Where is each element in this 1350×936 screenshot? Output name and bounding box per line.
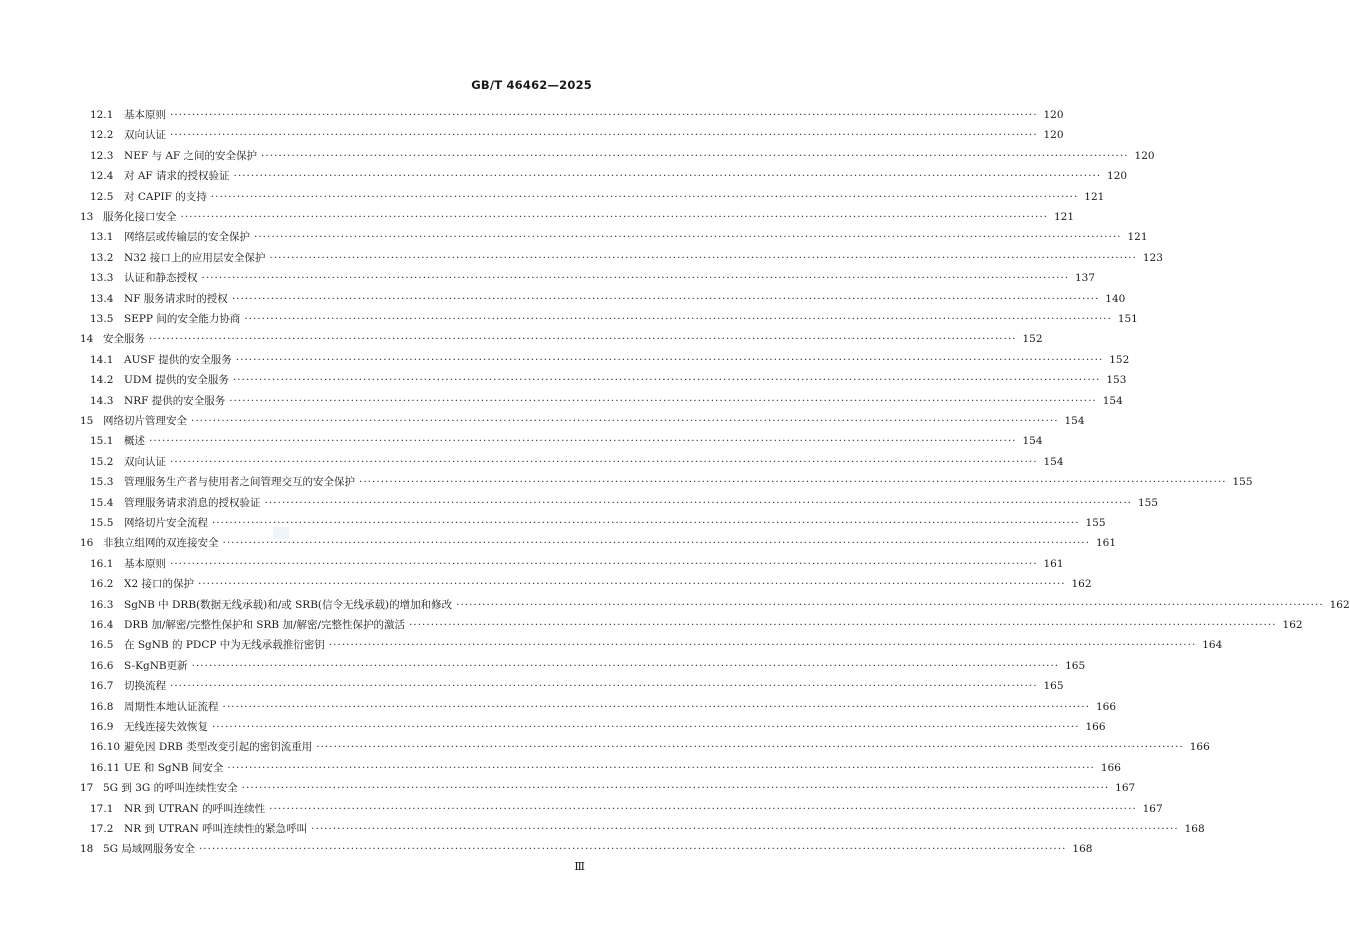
toc-entry[interactable] — [0, 331, 1043, 347]
toc-entry[interactable] — [0, 535, 1117, 551]
toc-entry-number: 17.2 — [90, 823, 114, 835]
toc-entry[interactable] — [0, 821, 1205, 837]
toc-entry-title: 在 SgNB 的 PDCP 中为无线承载推衍密钥 — [124, 639, 325, 652]
toc-dot-leader: ········································································································································································································ — [212, 721, 1080, 733]
toc-entry[interactable] — [0, 801, 1163, 817]
toc-entry[interactable] — [0, 454, 1064, 470]
toc-entry-number: 15.4 — [90, 496, 114, 509]
toc-entry[interactable] — [0, 576, 1092, 592]
toc-dot-leader: ········································································································································································································ — [210, 190, 1079, 203]
toc-entry-title: 网络层或传输层的安全保护 — [124, 231, 250, 244]
toc-entry-page: 152 — [1022, 333, 1043, 346]
toc-dot-leader: ········································································································································································································ — [222, 700, 1091, 713]
toc-entry-page: 162 — [1282, 619, 1303, 631]
toc-entry-number: 15 — [80, 415, 94, 427]
toc-dot-leader: ········································································································································································································ — [328, 639, 1197, 652]
toc-entry-title: 概述 — [124, 435, 145, 448]
toc-dot-leader: ········································································································································································································ — [170, 557, 1038, 570]
toc-entry-number: 13.1 — [90, 231, 114, 244]
toc-entry[interactable] — [0, 699, 1117, 715]
toc-entry[interactable] — [0, 352, 1130, 368]
toc-entry-page: 121 — [1084, 190, 1105, 203]
toc-dot-leader: ········································································································································································································ — [231, 292, 1100, 305]
toc-dot-leader: ········································································································································································································ — [261, 149, 1129, 162]
toc-dot-leader: ········································································································································································································ — [229, 394, 1097, 407]
toc-entry[interactable] — [0, 556, 1064, 572]
toc-entry-page: 166 — [1189, 741, 1210, 754]
toc-entry-page: 165 — [1043, 680, 1064, 693]
toc-entry-number: 16.8 — [90, 700, 114, 713]
toc-dot-leader: ········································································································································································································ — [316, 741, 1184, 754]
toc-entry[interactable] — [0, 311, 1138, 327]
toc-entry-page: 167 — [1115, 782, 1136, 795]
toc-entry-title: 基本原则 — [124, 557, 166, 570]
toc-entry-number: 15.5 — [90, 517, 114, 529]
toc-entry-page: 161 — [1095, 537, 1117, 550]
toc-entry-title: NRF 提供的安全服务 — [124, 394, 226, 407]
toc-dot-leader: ········································································································································································································ — [227, 761, 1095, 774]
toc-dot-leader: ········································································································································································································ — [149, 435, 1017, 448]
toc-entry[interactable] — [0, 495, 1159, 511]
toc-entry-number: 18 — [80, 843, 94, 856]
toc-entry-number: 14 — [80, 333, 94, 346]
toc-entry-title: 双向认证 — [124, 129, 166, 142]
toc-entry[interactable] — [0, 372, 1127, 388]
toc-entry-number: 17 — [80, 782, 94, 795]
toc-dot-leader: ········································································································································································································ — [191, 415, 1059, 427]
toc-entry[interactable] — [0, 189, 1105, 205]
toc-entry-page: 153 — [1106, 374, 1127, 387]
toc-entry-number: 13.4 — [90, 292, 114, 305]
toc-entry-page: 120 — [1043, 129, 1064, 142]
toc-dot-leader: ········································································································································································································ — [269, 802, 1137, 815]
toc-entry-number: 16.6 — [90, 659, 114, 672]
toc-entry-title: SgNB 中 DRB(数据无线承载)和/或 SRB(信令无线承载)的增加和修改 — [124, 598, 453, 611]
toc-entry-title: 网络切片管理安全 — [103, 415, 187, 427]
toc-entry-number: 12.4 — [90, 170, 114, 183]
toc-entry[interactable] — [0, 780, 1136, 796]
toc-entry-page: 166 — [1095, 700, 1117, 713]
toc-entry-number: 16.1 — [90, 557, 114, 570]
toc-entry-page: 154 — [1043, 455, 1064, 468]
toc-entry-title: AUSF 提供的安全服务 — [124, 353, 232, 366]
toc-entry[interactable] — [0, 719, 1106, 735]
toc-entry-title: 管理服务生产者与使用者之间管理交互的安全保护 — [124, 476, 355, 489]
toc-entry-number: 14.1 — [90, 353, 114, 366]
toc-entry-page: 152 — [1109, 353, 1130, 366]
toc-entry-title: N32 接口上的应用层安全保护 — [124, 251, 266, 264]
toc-dot-leader: ········································································································································································································ — [212, 517, 1080, 529]
toc-entry-title: S-KgNB更新 — [124, 659, 188, 672]
toc-entry-page: 120 — [1134, 149, 1155, 162]
page-number-roman: Ⅲ — [574, 860, 584, 873]
toc-entry-title: NR 到 UTRAN 的呼叫连续性 — [124, 802, 266, 815]
toc-entry[interactable] — [0, 515, 1106, 531]
toc-entry-page: 166 — [1085, 721, 1106, 733]
toc-entry-page: 155 — [1085, 517, 1106, 529]
toc-entry-title: DRB 加/解密/完整性保护和 SRB 加/解密/完整性保护的激活 — [124, 619, 406, 631]
toc-entry[interactable] — [0, 148, 1155, 164]
toc-entry-page: 120 — [1043, 109, 1064, 121]
toc-entry-page: 121 — [1127, 231, 1148, 244]
toc-entry-page: 140 — [1105, 292, 1126, 305]
toc-entry[interactable] — [0, 270, 1096, 286]
toc-entry-page: 167 — [1142, 802, 1163, 815]
toc-entry-page: 154 — [1064, 415, 1085, 427]
toc-entry-number: 12.3 — [90, 149, 114, 162]
toc-entry-title: 认证和静态授权 — [124, 272, 198, 285]
toc-dot-leader: ········································································································································································································ — [311, 823, 1179, 835]
toc-entry-number: 16.11 — [90, 761, 121, 774]
toc-dot-leader: ········································································································································································································ — [170, 129, 1038, 142]
toc-entry-number: 14.3 — [90, 394, 114, 407]
toc-entry-page: 120 — [1107, 170, 1128, 183]
toc-dot-leader: ········································································································································································································ — [254, 231, 1122, 244]
toc-dot-leader: ········································································································································································································ — [198, 843, 1067, 856]
toc-entry-page: 162 — [1071, 578, 1092, 591]
toc-entry[interactable] — [0, 433, 1043, 449]
toc-entry-page: 137 — [1074, 272, 1096, 285]
toc-entry-number: 16.3 — [90, 598, 114, 611]
toc-entry[interactable] — [0, 637, 1223, 653]
toc-entry-number: 16.9 — [90, 721, 114, 733]
toc-entry[interactable] — [0, 658, 1086, 674]
toc-entry-title: 服务化接口安全 — [103, 211, 177, 223]
toc-entry-title: 对 AF 请求的授权验证 — [124, 170, 230, 183]
toc-entry[interactable] — [0, 739, 1210, 755]
toc-entry-page: 123 — [1142, 251, 1163, 264]
toc-entry-title: 基本原则 — [124, 109, 166, 121]
toc-dot-leader: ········································································································································································································ — [409, 619, 1277, 631]
toc-entry[interactable] — [0, 841, 1093, 857]
toc-dot-leader: ········································································································································································································ — [244, 313, 1112, 325]
toc-entry-page: 161 — [1043, 557, 1064, 570]
toc-entry-title: NEF 与 AF 之间的安全保护 — [124, 149, 258, 162]
toc-dot-leader: ········································································································································································································ — [264, 496, 1133, 509]
toc-dot-leader: ········································································································································································································ — [269, 251, 1137, 264]
toc-entry-page: 168 — [1072, 843, 1093, 856]
toc-entry-page: 162 — [1329, 598, 1350, 611]
toc-entry-title: SEPP 间的安全能力协商 — [124, 313, 241, 325]
toc-entry-number: 13.3 — [90, 272, 114, 285]
toc-entry-number: 16.5 — [90, 639, 114, 652]
toc-dot-leader: ········································································································································································································ — [180, 211, 1049, 223]
toc-entry-title: 管理服务请求消息的授权验证 — [124, 496, 261, 509]
toc-entry[interactable] — [0, 678, 1064, 694]
toc-entry-title: 无线连接失效恢复 — [124, 721, 208, 733]
toc-entry-page: 166 — [1100, 761, 1121, 774]
toc-entry-number: 13 — [80, 211, 94, 223]
toc-dot-leader: ········································································································································································································ — [149, 333, 1017, 346]
toc-entry[interactable] — [0, 760, 1121, 776]
toc-entry[interactable] — [0, 413, 1085, 429]
toc-entry-title: UDM 提供的安全服务 — [124, 374, 229, 387]
toc-entry-title: 5G 到 3G 的呼叫连续性安全 — [103, 782, 238, 795]
toc-entry[interactable] — [0, 291, 1126, 307]
toc-entry[interactable] — [0, 168, 1128, 184]
toc-entry-number: 14.2 — [90, 374, 114, 387]
toc-entry-title: 5G 局域网服务安全 — [103, 843, 195, 856]
toc-entry-number: 17.1 — [90, 802, 114, 815]
toc-entry-number: 13.5 — [90, 313, 114, 325]
toc-entry-title: X2 接口的保护 — [124, 578, 194, 591]
toc-entry-page: 154 — [1102, 394, 1123, 407]
toc-entry-title: 安全服务 — [103, 333, 145, 346]
toc-entry-number: 13.2 — [90, 251, 114, 264]
toc-dot-leader: ········································································································································································································ — [359, 476, 1227, 489]
toc-entry-page: 121 — [1053, 211, 1075, 223]
toc-dot-leader: ········································································································································································································ — [456, 598, 1324, 611]
toc-entry-title: 对 CAPIF 的支持 — [124, 190, 207, 203]
toc-entry[interactable] — [0, 250, 1163, 266]
toc-entry[interactable] — [0, 597, 1350, 613]
toc-entry[interactable] — [0, 474, 1253, 490]
toc-entry-title: 避免因 DRB 类型改变引起的密钥流重用 — [124, 741, 313, 754]
toc-dot-leader: ········································································································································································································ — [191, 659, 1060, 672]
toc-entry-title: 双向认证 — [124, 455, 166, 468]
standard-code-header: GB/T 46462—2025 — [471, 78, 592, 92]
toc-entry-title: NF 服务请求时的授权 — [124, 292, 228, 305]
toc-entry-number: 15.3 — [90, 476, 114, 489]
toc-dot-leader: ········································································································································································································ — [222, 537, 1091, 550]
toc-dot-leader: ········································································································································································································ — [233, 170, 1102, 183]
toc-entry[interactable] — [0, 229, 1148, 245]
toc-dot-leader: ········································································································································································································ — [170, 455, 1038, 468]
toc-entry-page: 164 — [1202, 639, 1223, 652]
toc-entry-number: 16.10 — [90, 741, 121, 754]
toc-entry[interactable] — [0, 393, 1123, 409]
toc-entry-page: 155 — [1232, 476, 1253, 489]
toc-entry-title: NR 到 UTRAN 呼叫连续性的紧急呼叫 — [124, 823, 308, 835]
toc-dot-leader: ········································································································································································································ — [241, 782, 1110, 795]
toc-entry-number: 15.2 — [90, 455, 114, 468]
toc-entry-page: 154 — [1022, 435, 1043, 448]
toc-dot-leader: ········································································································································································································ — [170, 680, 1038, 693]
toc-entry-title: 切换流程 — [124, 680, 166, 693]
toc-entry[interactable] — [0, 617, 1303, 633]
toc-dot-leader: ········································································································································································································ — [198, 578, 1066, 591]
toc-entry-number: 16 — [80, 537, 94, 550]
toc-entry-number: 12.5 — [90, 190, 114, 203]
toc-entry-number: 16.7 — [90, 680, 114, 693]
toc-entry[interactable] — [0, 209, 1075, 225]
toc-entry-number: 12.1 — [90, 109, 114, 121]
toc-entry-number: 15.1 — [90, 435, 114, 448]
toc-entry-page: 151 — [1117, 313, 1138, 325]
toc-dot-leader: ········································································································································································································ — [235, 353, 1104, 366]
toc-entry-title: 非独立组网的双连接安全 — [103, 537, 219, 550]
toc-entry-number: 12.2 — [90, 129, 114, 142]
toc-entry-title: 网络切片安全流程 — [124, 517, 208, 529]
toc-entry-number: 16.4 — [90, 619, 114, 631]
toc-dot-leader: ········································································································································································································ — [232, 374, 1101, 387]
toc-entry-title: UE 和 SgNB 间安全 — [124, 761, 224, 774]
toc-entry-number: 16.2 — [90, 578, 114, 591]
toc-dot-leader: ········································································································································································································ — [201, 272, 1070, 285]
toc-dot-leader: ········································································································································································································ — [170, 109, 1038, 121]
toc-entry[interactable] — [0, 107, 1064, 123]
toc-entry-title: 周期性本地认证流程 — [124, 700, 219, 713]
toc-entry[interactable] — [0, 127, 1064, 143]
toc-entry-page: 165 — [1065, 659, 1086, 672]
toc-entry-page: 155 — [1137, 496, 1159, 509]
toc-entry-page: 168 — [1184, 823, 1205, 835]
